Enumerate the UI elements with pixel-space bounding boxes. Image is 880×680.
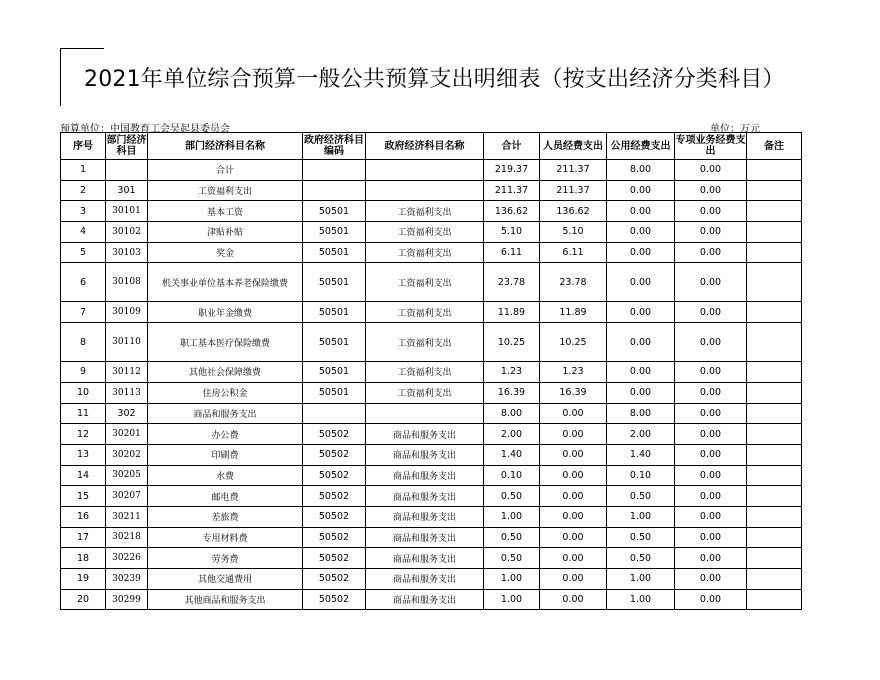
cell-dept-code: 301 <box>106 180 148 201</box>
cell-gov-name: 工资福利支出 <box>366 201 484 222</box>
cell-special: 0.00 <box>675 465 747 486</box>
cell-dept-code: 30299 <box>106 589 148 610</box>
money-unit-label: 单位：万元 <box>710 124 760 135</box>
cell-special: 0.00 <box>675 506 747 527</box>
cell-personnel: 10.25 <box>540 323 607 362</box>
cell-gov-name: 商品和服务支出 <box>366 444 484 465</box>
cell-gov-name: 商品和服务支出 <box>366 589 484 610</box>
cell-special: 0.00 <box>675 323 747 362</box>
cell-gov-name: 工资福利支出 <box>366 242 484 263</box>
cell-gov-name: 商品和服务支出 <box>366 548 484 569</box>
cell-dept-name: 其他交通费用 <box>148 569 303 590</box>
cell-gov-code <box>303 403 366 424</box>
cell-special: 0.00 <box>675 548 747 569</box>
cell-dept-code: 30110 <box>106 323 148 362</box>
cell-seq: 6 <box>61 263 106 302</box>
cell-special: 0.00 <box>675 569 747 590</box>
cell-remark <box>747 527 802 548</box>
cell-dept-name: 邮电费 <box>148 486 303 507</box>
table-row <box>61 180 802 201</box>
cell-dept-code: 30102 <box>106 222 148 243</box>
cell-remark <box>747 424 802 445</box>
cell-seq: 17 <box>61 527 106 548</box>
cell-special: 0.00 <box>675 180 747 201</box>
cell-remark <box>747 302 802 323</box>
cell-special: 0.00 <box>675 222 747 243</box>
cell-total: 219.37 <box>484 160 540 181</box>
cell-public: 1.00 <box>607 569 675 590</box>
table-row <box>61 201 802 222</box>
cell-public: 1.00 <box>607 506 675 527</box>
cell-personnel: 0.00 <box>540 465 607 486</box>
cell-public: 0.00 <box>607 242 675 263</box>
cell-total: 23.78 <box>484 263 540 302</box>
cell-seq: 4 <box>61 222 106 243</box>
cell-special: 0.00 <box>675 589 747 610</box>
cell-seq: 12 <box>61 424 106 445</box>
table-row <box>61 506 802 527</box>
cell-dept-name: 办公费 <box>148 424 303 445</box>
cell-gov-name: 商品和服务支出 <box>366 527 484 548</box>
cell-gov-code: 50501 <box>303 302 366 323</box>
cell-dept-code <box>106 160 148 181</box>
cell-special: 0.00 <box>675 160 747 181</box>
cell-personnel: 5.10 <box>540 222 607 243</box>
cell-gov-name: 工资福利支出 <box>366 222 484 243</box>
table-row <box>61 548 802 569</box>
cell-gov-name: 工资福利支出 <box>366 323 484 362</box>
cell-total: 0.50 <box>484 527 540 548</box>
cell-total: 16.39 <box>484 382 540 403</box>
cell-public: 0.00 <box>607 302 675 323</box>
cell-remark <box>747 382 802 403</box>
cell-dept-code: 30205 <box>106 465 148 486</box>
cell-dept-name: 职业年金缴费 <box>148 302 303 323</box>
cell-total: 1.23 <box>484 362 540 383</box>
cell-dept-code: 30109 <box>106 302 148 323</box>
cell-personnel: 211.37 <box>540 160 607 181</box>
cell-personnel: 11.89 <box>540 302 607 323</box>
cell-seq: 3 <box>61 201 106 222</box>
cell-total: 6.11 <box>484 242 540 263</box>
cell-gov-code: 50501 <box>303 222 366 243</box>
cell-personnel: 0.00 <box>540 589 607 610</box>
cell-dept-code: 30112 <box>106 362 148 383</box>
cell-gov-code <box>303 160 366 181</box>
cell-special: 0.00 <box>675 527 747 548</box>
cell-remark <box>747 465 802 486</box>
cell-total: 1.00 <box>484 589 540 610</box>
cell-special: 0.00 <box>675 201 747 222</box>
cell-gov-name: 工资福利支出 <box>366 302 484 323</box>
cell-remark <box>747 222 802 243</box>
header-dept-name: 部门经济科目名称 <box>148 133 303 160</box>
cell-public: 0.00 <box>607 222 675 243</box>
cell-dept-code: 30239 <box>106 569 148 590</box>
cell-seq: 18 <box>61 548 106 569</box>
cell-remark <box>747 444 802 465</box>
cell-personnel: 23.78 <box>540 263 607 302</box>
header-total: 合计 <box>484 133 540 160</box>
cell-total: 11.89 <box>484 302 540 323</box>
cell-personnel: 0.00 <box>540 486 607 507</box>
cell-special: 0.00 <box>675 424 747 445</box>
cell-gov-code: 50501 <box>303 382 366 403</box>
cell-remark <box>747 323 802 362</box>
cell-total: 136.62 <box>484 201 540 222</box>
table-row <box>61 589 802 610</box>
cell-special: 0.00 <box>675 382 747 403</box>
cell-personnel: 0.00 <box>540 403 607 424</box>
table-row <box>61 424 802 445</box>
cell-remark <box>747 403 802 424</box>
cell-seq: 16 <box>61 506 106 527</box>
cell-seq: 1 <box>61 160 106 181</box>
cell-public: 1.40 <box>607 444 675 465</box>
header-gov-name: 政府经济科目名称 <box>366 133 484 160</box>
cell-total: 1.40 <box>484 444 540 465</box>
cell-gov-name: 商品和服务支出 <box>366 486 484 507</box>
cell-public: 8.00 <box>607 403 675 424</box>
cell-dept-code: 30103 <box>106 242 148 263</box>
cell-public: 0.00 <box>607 201 675 222</box>
table-row <box>61 222 802 243</box>
cell-remark <box>747 180 802 201</box>
cell-gov-code: 50501 <box>303 263 366 302</box>
cell-total: 0.10 <box>484 465 540 486</box>
cell-personnel: 211.37 <box>540 180 607 201</box>
cell-gov-name <box>366 160 484 181</box>
budget-unit-label: 预算单位：中国教育工会吴起县委员会 <box>60 124 230 135</box>
table-row <box>61 465 802 486</box>
cell-dept-code: 30202 <box>106 444 148 465</box>
cell-public: 0.00 <box>607 382 675 403</box>
cell-personnel: 0.00 <box>540 444 607 465</box>
cell-dept-code: 302 <box>106 403 148 424</box>
cell-dept-name: 奖金 <box>148 242 303 263</box>
cell-special: 0.00 <box>675 302 747 323</box>
cell-public: 8.00 <box>607 160 675 181</box>
cell-remark <box>747 548 802 569</box>
cell-dept-name: 机关事业单位基本养老保险缴费 <box>148 263 303 302</box>
cell-public: 0.50 <box>607 548 675 569</box>
header-personnel: 人员经费支出 <box>540 133 607 160</box>
cell-dept-name: 合计 <box>148 160 303 181</box>
cell-personnel: 0.00 <box>540 569 607 590</box>
cell-public: 0.10 <box>607 465 675 486</box>
cell-gov-name: 工资福利支出 <box>366 263 484 302</box>
cell-total: 8.00 <box>484 403 540 424</box>
cell-seq: 5 <box>61 242 106 263</box>
cell-dept-name: 差旅费 <box>148 506 303 527</box>
cell-remark <box>747 263 802 302</box>
cell-dept-name: 劳务费 <box>148 548 303 569</box>
cell-remark <box>747 569 802 590</box>
cell-remark <box>747 362 802 383</box>
cell-dept-name: 基本工资 <box>148 201 303 222</box>
cell-dept-name: 住房公积金 <box>148 382 303 403</box>
cell-special: 0.00 <box>675 444 747 465</box>
cell-remark <box>747 242 802 263</box>
cell-seq: 13 <box>61 444 106 465</box>
cell-dept-code: 30101 <box>106 201 148 222</box>
cell-gov-code: 50502 <box>303 569 366 590</box>
corner-mark-vertical <box>60 48 61 106</box>
cell-seq: 2 <box>61 180 106 201</box>
cell-public: 1.00 <box>607 589 675 610</box>
table-row <box>61 403 802 424</box>
cell-public: 0.50 <box>607 486 675 507</box>
cell-gov-name: 商品和服务支出 <box>366 465 484 486</box>
table-row <box>61 527 802 548</box>
cell-gov-name <box>366 403 484 424</box>
header-seq: 序号 <box>61 133 106 160</box>
cell-public: 2.00 <box>607 424 675 445</box>
cell-personnel: 0.00 <box>540 527 607 548</box>
cell-gov-code: 50502 <box>303 486 366 507</box>
cell-special: 0.00 <box>675 263 747 302</box>
cell-total: 5.10 <box>484 222 540 243</box>
cell-gov-name: 商品和服务支出 <box>366 424 484 445</box>
cell-personnel: 16.39 <box>540 382 607 403</box>
cell-gov-code: 50502 <box>303 548 366 569</box>
cell-special: 0.00 <box>675 242 747 263</box>
cell-personnel: 0.00 <box>540 506 607 527</box>
cell-remark <box>747 506 802 527</box>
cell-dept-name: 水费 <box>148 465 303 486</box>
cell-gov-name: 工资福利支出 <box>366 382 484 403</box>
cell-gov-code: 50501 <box>303 323 366 362</box>
cell-dept-name: 津贴补贴 <box>148 222 303 243</box>
cell-dept-code: 30207 <box>106 486 148 507</box>
cell-seq: 15 <box>61 486 106 507</box>
cell-public: 0.00 <box>607 180 675 201</box>
table-body <box>61 160 802 610</box>
table-row <box>61 486 802 507</box>
table-header-row <box>61 133 802 160</box>
cell-seq: 14 <box>61 465 106 486</box>
cell-gov-code: 50502 <box>303 589 366 610</box>
header-special: 专项业务经费支出 <box>675 133 747 160</box>
cell-dept-name: 职工基本医疗保险缴费 <box>148 323 303 362</box>
header-remark: 备注 <box>747 133 802 160</box>
cell-total: 1.00 <box>484 569 540 590</box>
cell-total: 0.50 <box>484 548 540 569</box>
cell-remark <box>747 486 802 507</box>
cell-gov-code: 50501 <box>303 362 366 383</box>
header-dept-code: 部门经济科目 <box>106 133 148 160</box>
cell-dept-name: 其他社会保障缴费 <box>148 362 303 383</box>
cell-public: 0.00 <box>607 362 675 383</box>
cell-gov-code: 50501 <box>303 201 366 222</box>
table-row <box>61 323 802 362</box>
corner-mark-horizontal <box>60 48 104 49</box>
cell-seq: 11 <box>61 403 106 424</box>
cell-gov-code: 50501 <box>303 242 366 263</box>
table-row <box>61 382 802 403</box>
cell-dept-code: 30108 <box>106 263 148 302</box>
table-row <box>61 362 802 383</box>
cell-special: 0.00 <box>675 486 747 507</box>
cell-gov-code: 50502 <box>303 424 366 445</box>
cell-personnel: 6.11 <box>540 242 607 263</box>
cell-total: 211.37 <box>484 180 540 201</box>
cell-public: 0.00 <box>607 323 675 362</box>
page-title: 2021年单位综合预算一般公共预算支出明细表（按支出经济分类科目） <box>84 67 785 92</box>
cell-remark <box>747 589 802 610</box>
cell-dept-name: 印刷费 <box>148 444 303 465</box>
cell-dept-code: 30113 <box>106 382 148 403</box>
cell-dept-name: 商品和服务支出 <box>148 403 303 424</box>
cell-special: 0.00 <box>675 403 747 424</box>
table-row <box>61 444 802 465</box>
expenditure-table <box>60 132 802 610</box>
cell-seq: 7 <box>61 302 106 323</box>
cell-gov-code: 50502 <box>303 506 366 527</box>
cell-gov-name: 工资福利支出 <box>366 362 484 383</box>
table-row <box>61 263 802 302</box>
cell-seq: 20 <box>61 589 106 610</box>
table-row <box>61 569 802 590</box>
cell-dept-name: 专用材料费 <box>148 527 303 548</box>
header-public: 公用经费支出 <box>607 133 675 160</box>
cell-remark <box>747 160 802 181</box>
cell-personnel: 0.00 <box>540 424 607 445</box>
cell-seq: 9 <box>61 362 106 383</box>
cell-total: 1.00 <box>484 506 540 527</box>
cell-personnel: 136.62 <box>540 201 607 222</box>
cell-personnel: 1.23 <box>540 362 607 383</box>
cell-gov-name <box>366 180 484 201</box>
cell-dept-code: 30218 <box>106 527 148 548</box>
table-row <box>61 302 802 323</box>
cell-dept-code: 30211 <box>106 506 148 527</box>
cell-public: 0.50 <box>607 527 675 548</box>
cell-total: 2.00 <box>484 424 540 445</box>
cell-gov-name: 商品和服务支出 <box>366 506 484 527</box>
cell-gov-code: 50502 <box>303 444 366 465</box>
cell-dept-name: 工资福利支出 <box>148 180 303 201</box>
cell-seq: 10 <box>61 382 106 403</box>
cell-total: 0.50 <box>484 486 540 507</box>
header-gov-code: 政府经济科目编码 <box>303 133 366 160</box>
cell-dept-name: 其他商品和服务支出 <box>148 589 303 610</box>
cell-seq: 19 <box>61 569 106 590</box>
cell-dept-code: 30201 <box>106 424 148 445</box>
cell-gov-name: 商品和服务支出 <box>366 569 484 590</box>
cell-public: 0.00 <box>607 263 675 302</box>
cell-dept-code: 30226 <box>106 548 148 569</box>
table-row <box>61 160 802 181</box>
cell-special: 0.00 <box>675 362 747 383</box>
cell-gov-code: 50502 <box>303 527 366 548</box>
cell-remark <box>747 201 802 222</box>
cell-total: 10.25 <box>484 323 540 362</box>
cell-seq: 8 <box>61 323 106 362</box>
table-row <box>61 242 802 263</box>
cell-personnel: 0.00 <box>540 548 607 569</box>
cell-gov-code: 50502 <box>303 465 366 486</box>
cell-gov-code <box>303 180 366 201</box>
